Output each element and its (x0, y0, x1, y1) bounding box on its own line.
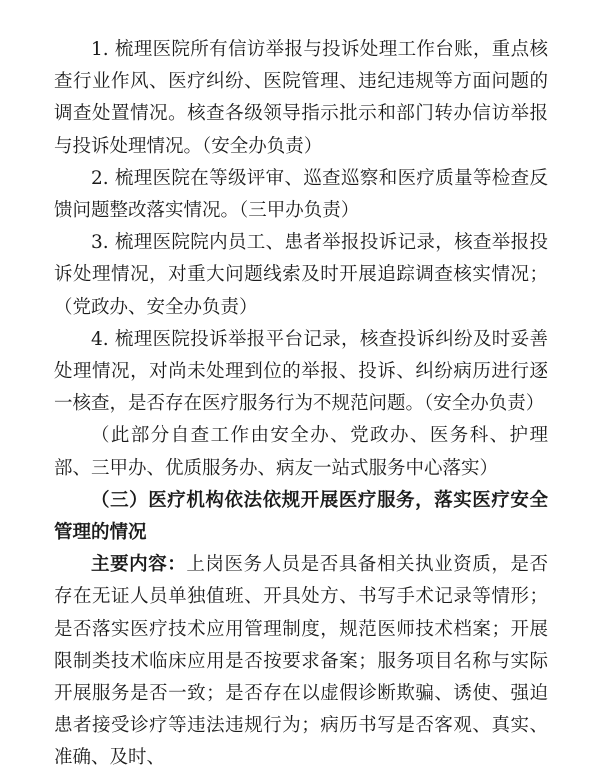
section-heading: （三）医疗机构依法依规开展医疗服务，落实医疗安全管理的情况 (54, 489, 548, 544)
paragraph-3: 3. 梳理医院院内员工、患者举报投诉记录，核查举报投诉处理情况，对重大问题线索及时开展追踪调查核实情况；（党政办、安全办负责） (54, 232, 548, 318)
paragraph-4: 4. 梳理医院投诉举报平台记录，核查投诉纠纷及时妥善处理情况，对尚未处理到位的举报、投诉、纠纷病历进行逐一核查，是否存在医疗服务行为不规范问题。（安全办负责） (54, 328, 548, 415)
main-content-paragraph (54, 549, 548, 774)
paragraph-5: （此部分自查工作由安全办、党政办、医务科、护理部、三甲办、优质服务办、病友一站式服务中心落实） (54, 425, 548, 479)
main-content-label: 主要内容： (91, 554, 187, 576)
paragraph-1: 1. 梳理医院所有信访举报与投诉处理工作台账，重点核查行业作风、医疗纠纷、医院管理、违纪违规等方面问题的调查处置情况。核查各级领导指示批示和部门转办信访举报与投诉处理情况。（安全办负责） (54, 39, 548, 157)
main-content-text: 上岗医务人员是否具备相关执业资质，是否存在无证人员单独值班、开具处方、书写手术记录等情形；是否落实医疗技术应用管理制度，规范医师技术档案；开展限制类技术临床应用是否按要求备案；服务项目名称与实际开展服务是否一致；是否存在以虚假诊断欺骗、诱使、强迫患者接受诊疗等违法违规行为；病历书写是否客观、真实、准确、及时、 (54, 554, 548, 769)
paragraph-2: 2. 梳理医院在等级评审、巡查巡察和医疗质量等检查反馈问题整改落实情况。（三甲办负责） (54, 167, 548, 222)
